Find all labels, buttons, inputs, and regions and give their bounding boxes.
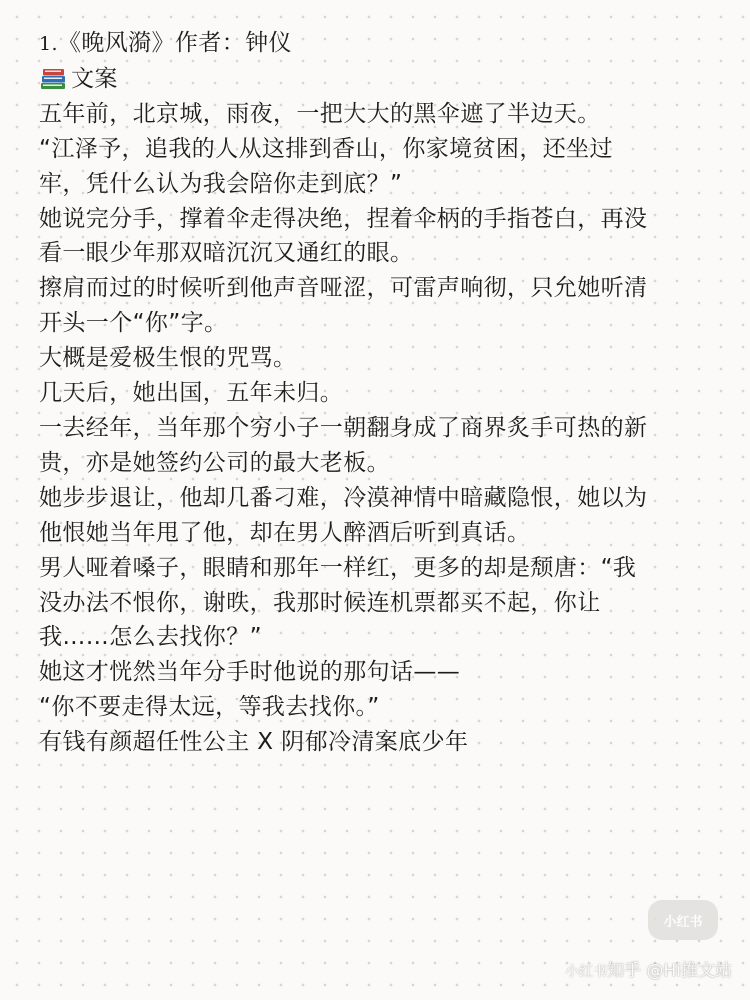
- text-line: 看一眼少年那双暗沉沉又通红的眼。: [39, 240, 414, 267]
- text-line: 我……怎么去找你？”: [39, 624, 262, 651]
- text-line: 擦肩而过的时候听到他声音哑涩，可雷声响彻，只允她听清: [39, 275, 648, 302]
- text-line: 牢，凭什么认为我会陪你走到底？”: [39, 170, 403, 197]
- text-line: “你不要走得太远，等我去找你。”: [39, 694, 380, 721]
- text-line: 五年前，北京城，雨夜，一把大大的黑伞遮了半边天。: [39, 100, 601, 127]
- text-line: 开头一个“你”字。: [39, 310, 228, 337]
- text-line: 一去经年，当年那个穷小子一朝翻身成了商界炙手可热的新: [39, 414, 648, 441]
- watermark-handle: 知乎 @Hi推文站: [607, 961, 732, 981]
- text-line: 她步步退让，他却几番刁难，冷漠神情中暗藏隐恨，她以为: [39, 484, 648, 511]
- text-line: 男人哑着嗓子，眼睛和那年一样红，更多的却是颓唐：“我: [39, 554, 637, 581]
- text-line: 有钱有颜超任性公主 X 阴郁冷清案底少年: [39, 729, 469, 756]
- document-body: [39, 26, 729, 760]
- books-icon: [39, 67, 67, 91]
- list-number: 1.: [39, 33, 58, 55]
- section-heading: [39, 62, 729, 97]
- text-line: 她说完分手，撑着伞走得决绝，捏着伞柄的手指苍白，再没: [39, 205, 648, 232]
- text-line: 没办法不恨你，谢昳，我那时候连机票都买不起，你让: [39, 589, 601, 616]
- watermark-badge: 小红书: [648, 900, 718, 940]
- text-line: 贵，亦是她签约公司的最大老板。: [39, 449, 390, 476]
- section-label: 文案: [71, 65, 118, 92]
- text-line: 她这才恍然当年分手时他说的那句话——: [39, 659, 461, 686]
- watermark-prefix: 小红书: [565, 964, 608, 980]
- text-line: 他恨她当年甩了他，却在男人醉酒后听到真话。: [39, 519, 531, 546]
- book-title: 《晚风漪》作者：钟仪: [57, 30, 292, 56]
- text-line: 几天后，她出国，五年未归。: [39, 380, 344, 407]
- text-line: 大概是爱极生恨的咒骂。: [39, 345, 297, 372]
- watermark-text: [565, 956, 732, 981]
- book-title-line: [39, 26, 729, 62]
- text-line: “江泽予，追我的人从这排到香山，你家境贫困，还坐过: [39, 135, 613, 162]
